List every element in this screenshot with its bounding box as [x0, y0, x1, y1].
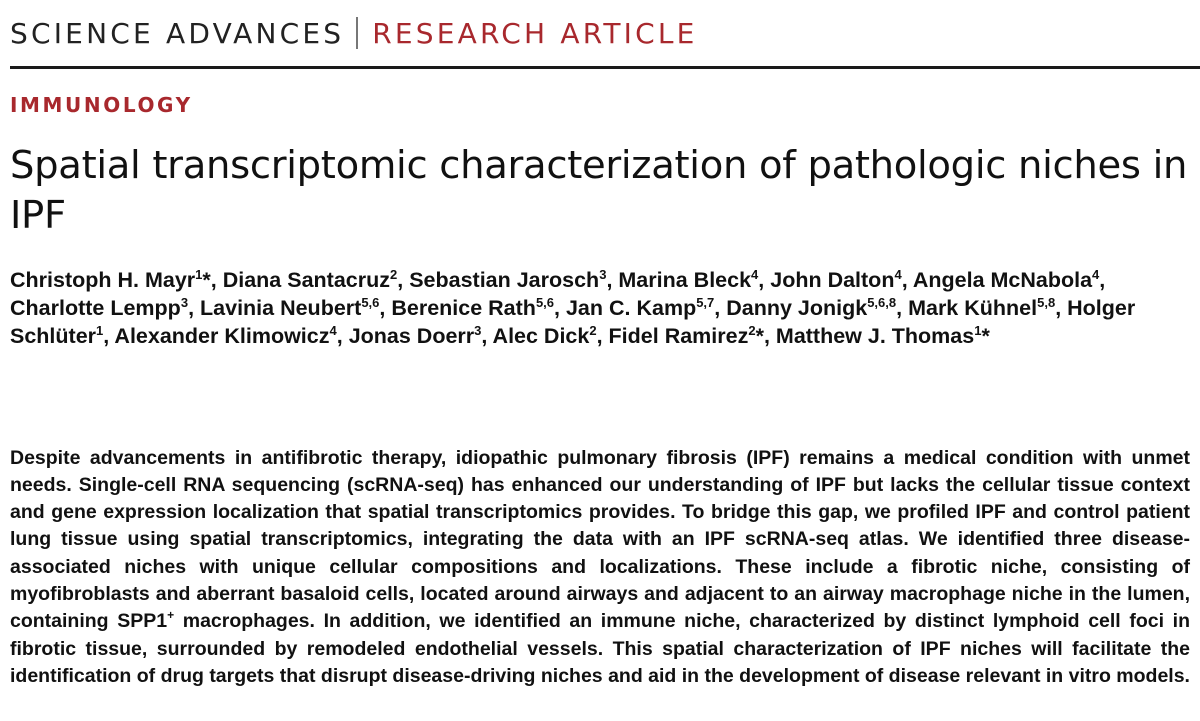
author: [770, 268, 913, 292]
author-separator: ,: [606, 268, 619, 292]
section-label: IMMUNOLOGY: [10, 93, 193, 117]
author: [726, 296, 908, 320]
author: [10, 296, 200, 320]
author-name: Fidel Ramirez: [608, 324, 749, 348]
author: [776, 324, 990, 348]
author-name: Christoph H. Mayr: [10, 268, 196, 292]
author-affiliation: 4: [751, 267, 759, 282]
author: [223, 268, 409, 292]
author-name: Alexander Klimowicz: [114, 324, 330, 348]
author-separator: *,: [202, 268, 223, 292]
author-name: Matthew J. Thomas: [775, 324, 975, 348]
author: [566, 296, 726, 320]
author-affiliation: 4: [1092, 267, 1100, 282]
author-name: Danny Jonigk: [726, 296, 868, 320]
author-affiliation: 3: [180, 295, 189, 310]
author-affiliation: 2: [748, 323, 756, 338]
author-affiliation: 4: [894, 267, 902, 282]
author: [493, 324, 609, 348]
author-separator: ,: [1055, 296, 1068, 320]
author-separator: ,: [758, 268, 771, 292]
author-affiliation: 3: [599, 267, 607, 282]
author-separator: ,: [596, 324, 609, 348]
article-title: Spatial transcriptomic characterization of pathologic niches in IPF: [10, 143, 1188, 238]
author-separator: *: [981, 324, 990, 348]
abstract: [10, 445, 1190, 691]
author-name: Berenice Rath: [391, 296, 536, 320]
author-name: Lavinia Neubert: [200, 296, 362, 320]
author-separator: ,: [1099, 268, 1106, 292]
author-name: Charlotte Lempp: [10, 296, 181, 320]
author-list: [10, 266, 1190, 350]
author-name: Marina Bleck: [618, 268, 752, 292]
author-separator: ,: [896, 296, 909, 320]
author-affiliation: 2: [390, 267, 398, 282]
author-separator: ,: [714, 296, 727, 320]
author-separator: ,: [481, 324, 493, 348]
author-affiliation: 5,8: [1037, 295, 1056, 310]
author-affiliation: 1: [974, 323, 982, 338]
author-name: Holger Schlüter: [10, 296, 1136, 348]
author-name: Jan C. Kamp: [565, 296, 697, 320]
author: [908, 296, 1067, 320]
author: [913, 268, 1105, 292]
author-separator: *,: [755, 324, 776, 348]
author-separator: ,: [397, 268, 410, 292]
author-affiliation: 5,6: [535, 295, 555, 310]
author-name: John Dalton: [770, 268, 895, 292]
author-separator: ,: [336, 324, 349, 348]
author-affiliation: 2: [589, 323, 597, 338]
author-affiliation: 5,6: [361, 295, 380, 310]
author-separator: ,: [103, 324, 115, 348]
author-name: Mark Kühnel: [908, 296, 1038, 320]
author-name: Alec Dick: [492, 324, 590, 348]
abstract-text: macrophages. In addition, we identified an immune niche, characterized by distinct lymphoid cell foci in fibrotic tissue, surrounded by remodeled endothelial vessels. This spatial characterization of IPF niches will facilitate the identification of drug targets that disrupt disease-driving niches and aid in the development of disease relevant in vitro models.: [10, 610, 1190, 687]
author: [10, 268, 223, 292]
author-affiliation: 5,6,8: [867, 295, 897, 310]
header-divider: [356, 17, 358, 49]
author-affiliation: 1: [96, 323, 104, 338]
abstract-superscript: +: [167, 608, 175, 623]
author-name: Sebastian Jarosch: [409, 268, 600, 292]
author-name: Angela McNabola: [912, 268, 1093, 292]
author-separator: ,: [379, 296, 392, 320]
author-affiliation: 1: [195, 267, 203, 282]
author-separator: ,: [188, 296, 201, 320]
article-type: RESEARCH ARTICLE: [372, 16, 698, 50]
author-affiliation: 4: [329, 323, 337, 338]
author: [409, 268, 618, 292]
author-separator: ,: [901, 268, 913, 292]
author-name: Diana Santacruz: [222, 268, 390, 292]
author: [609, 324, 776, 348]
author: [114, 324, 348, 348]
author: [200, 296, 391, 320]
author-affiliation: 5,7: [696, 295, 715, 310]
author: [349, 324, 493, 348]
journal-header: [10, 16, 698, 50]
author: [391, 296, 566, 320]
author: [618, 268, 770, 292]
journal-name: SCIENCE ADVANCES: [10, 16, 345, 50]
author-affiliation: 3: [474, 323, 482, 338]
author-name: Jonas Doerr: [348, 324, 475, 348]
author-separator: ,: [554, 296, 566, 320]
header-rule: [10, 66, 1200, 69]
abstract-text: Despite advancements in antifibrotic therapy, idiopathic pulmonary fibrosis (IPF) remains a medical condition with unmet needs. Single-cell RNA sequencing (scRNA-seq) has enhanced our understanding of IPF but lacks the cellular tissue context and gene expression localization that spatial transcriptomics provides. To bridge this gap, we profiled IPF and control patient lung tissue using spatial transcriptomics, integrating the data with an IPF scRNA-seq atlas. We identified three disease-associated niches with unique cellular compositions and localizations. These include a fibrotic niche, consisting of myofibroblasts and aberrant basaloid cells, located around airways and adjacent to an airway macrophage niche in the lumen, containing SPP1: [10, 446, 1190, 633]
